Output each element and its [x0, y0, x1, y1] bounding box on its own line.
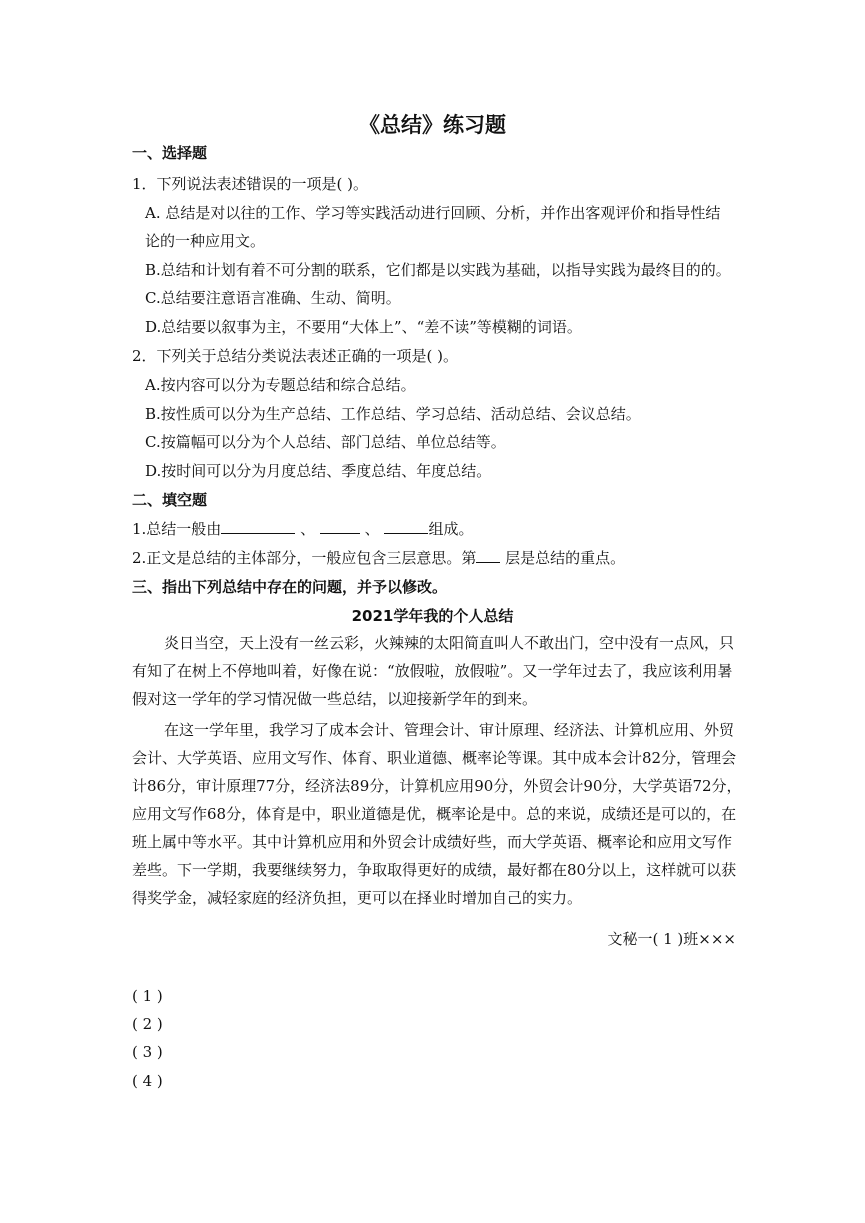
fill-blank-2[interactable] [320, 519, 360, 534]
question-1-option-d: D.总结要以叙事为主，不要用“大体上”、“差不读”等模糊的词语。 [145, 318, 582, 336]
essay-paragraph-1: 炎日当空，天上没有一丝云彩，火辣辣的太阳简直叫人不敢出门，空中没有一点风，只有知了在树上不停地叫着，好像在说：“放假啦，放假啦”。又一学年过去了，我应该利用暑假对这一学年的学习情况做一些总结，以迎接新学年的到来。 [132, 634, 735, 708]
question-2-option-c: C.按篇幅可以分为个人总结、部门总结、单位总结等。 [145, 433, 506, 451]
answer-line-1: ( 1 ) [132, 987, 163, 1005]
question-1-stem: 1．下列说法表述错误的一项是( )。 [132, 175, 369, 193]
page-title: 《总结》练习题 [359, 113, 506, 137]
fill-question-2-prefix: 2.正文是总结的主体部分，一般应包含三层意思。第 [132, 549, 477, 567]
essay-paragraph-2: 在这一学年里，我学习了成本会计、管理会计、审计原理、经济法、计算机应用、外贸会计、大学英语、应用文写作、体育、职业道德、概率论等课。其中成本会计82分，管理会计86分，审计原理77分，经济法89分，计算机应用90分，外贸会计90分，大学英语72分，应用文写作68分，体育是中，职业道德是优，概率论是中。总的来说，成绩还是可以的，在班上属中等水平。其中计算机应用和外贸会计成绩好些，而大学英语、概率论和应用文写作差些。下一学期，我要继续努力，争取取得更好的成绩，最好都在80分以上，这样就可以获得奖学金，减轻家庭的经济负担，更可以在择业时增加自己的实力。 [132, 721, 742, 907]
fill-blank-3[interactable] [384, 519, 428, 534]
question-1-option-a-line1: A. 总结是对以往的工作、学习等实践活动进行回顾、分析，并作出客观评价和指导性结 [145, 204, 721, 222]
essay-signature: 文秘一( 1 )班××× [607, 930, 736, 948]
answer-line-4: ( 4 ) [132, 1072, 163, 1090]
fill-question-1-sep1: 、 [295, 520, 316, 538]
fill-question-1-prefix: 1.总结一般由 [132, 520, 222, 538]
question-2-option-a: A.按内容可以分为专题总结和综合总结。 [145, 376, 416, 394]
fill-question-2-suffix: 层是总结的重点。 [500, 549, 626, 567]
fill-question-1-sep2: 、 [359, 520, 380, 538]
fill-question-1-suffix: 组成。 [428, 520, 474, 538]
answer-line-2: ( 2 ) [132, 1015, 163, 1033]
question-2-option-d: D.按时间可以分为月度总结、季度总结、年度总结。 [145, 462, 492, 480]
question-2-stem: 2．下列关于总结分类说法表述正确的一项是( )。 [132, 347, 459, 365]
fill-question-2 [132, 548, 742, 568]
section-heading-choice: 一、选择题 [132, 144, 208, 162]
question-1-option-a-line2: 论的一种应用文。 [145, 232, 266, 250]
question-2-option-b: B.按性质可以分为生产总结、工作总结、学习总结、活动总结、会议总结。 [145, 405, 641, 423]
section-heading-fill: 二、填空题 [132, 491, 208, 509]
question-1-option-b: B.总结和计划有着不可分割的联系，它们都是以实践为基础，以指导实践为最终目的的。 [145, 261, 731, 279]
question-1-option-c: C.总结要注意语言准确、生动、简明。 [145, 289, 401, 307]
fill-question-1 [132, 519, 742, 539]
section-heading-revise: 三、指出下列总结中存在的问题，并予以修改。 [132, 578, 448, 596]
fill-blank-1[interactable] [221, 519, 295, 534]
answer-line-3: ( 3 ) [132, 1043, 163, 1061]
fill-blank-4[interactable] [476, 548, 500, 563]
essay-title: 2021学年我的个人总结 [351, 607, 514, 625]
